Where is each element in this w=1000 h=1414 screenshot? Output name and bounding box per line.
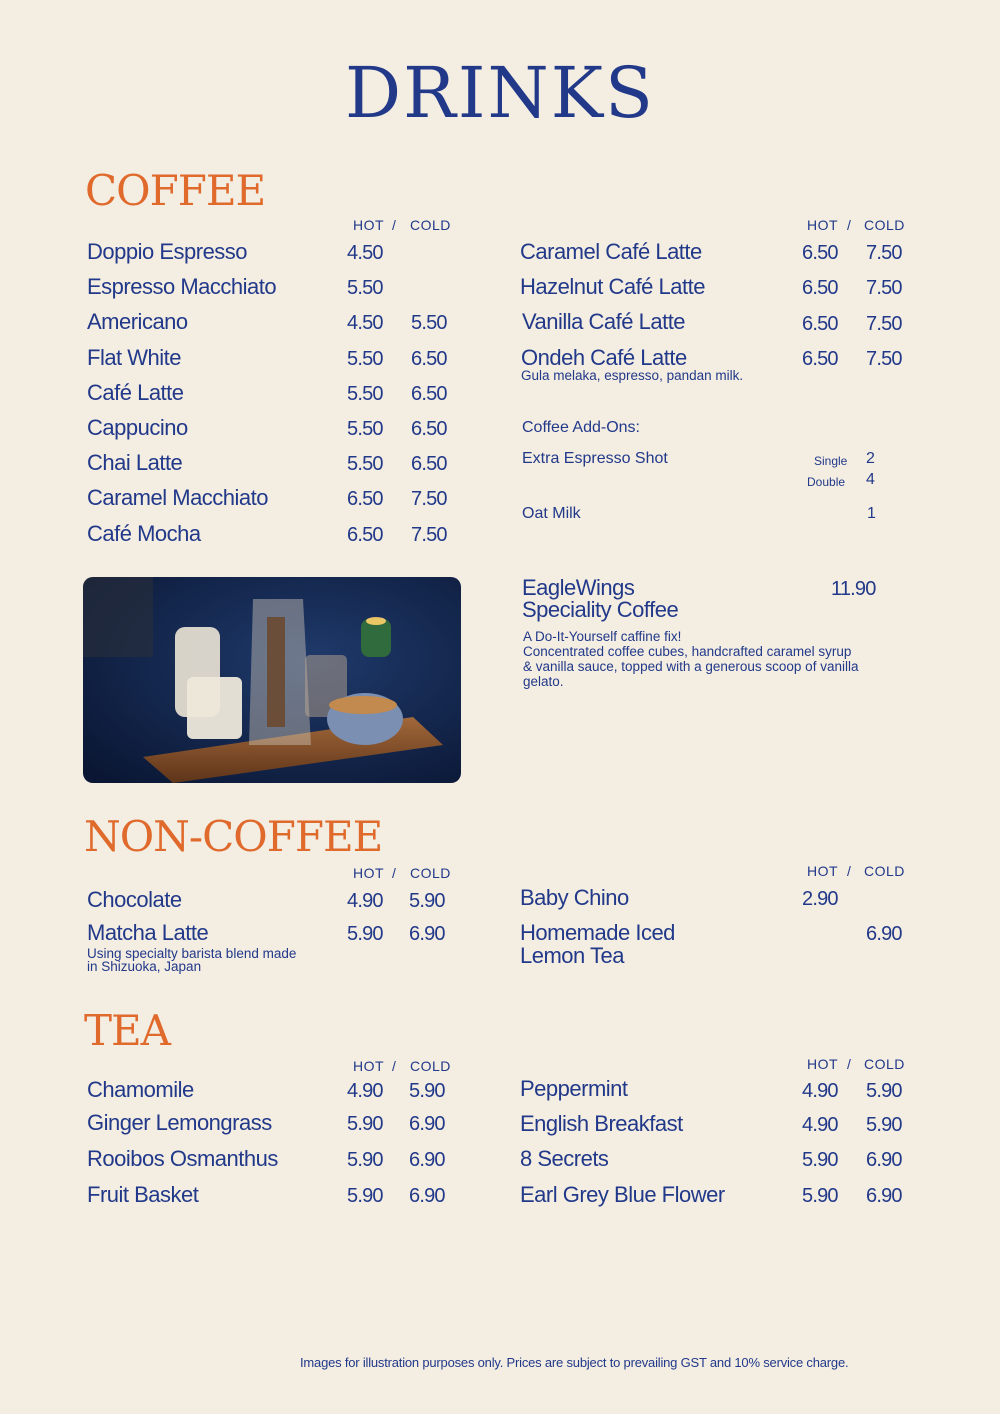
special-name-line1: EagleWings: [522, 575, 635, 600]
menu-item-name: Flat White: [87, 345, 182, 370]
menu-item-cold-price: 6.50: [411, 383, 447, 405]
menu-item-cold-price: 6.90: [409, 1185, 445, 1207]
menu-item-hot-price: 5.90: [347, 923, 383, 945]
col-header-sep: /: [392, 217, 397, 233]
menu-item-name: Homemade Iced: [520, 920, 675, 945]
addon-oat-label: Oat Milk: [522, 505, 581, 522]
addon-oat-price: 1: [867, 505, 876, 522]
menu-item-hot-price: 5.50: [347, 418, 383, 440]
addon-double-price: 4: [866, 471, 875, 488]
menu-item-name: Caramel Café Latte: [520, 239, 702, 264]
menu-item-hot-price: 5.50: [347, 348, 383, 370]
col-header-cold: COLD: [864, 217, 905, 233]
menu-item-hot-price: 5.90: [347, 1185, 383, 1207]
addons-heading: Coffee Add-Ons:: [522, 419, 640, 436]
col-header-hot: HOT: [807, 217, 839, 233]
menu-item-name: Rooibos Osmanthus: [87, 1146, 278, 1171]
menu-item-note: in Shizuoka, Japan: [87, 959, 202, 974]
col-header-cold: COLD: [410, 217, 451, 233]
menu-item-cold-price: 5.90: [409, 890, 445, 912]
menu-item-hot-price: 4.90: [347, 890, 383, 912]
menu-item-cold-price: 5.50: [411, 312, 447, 334]
menu-item-name-line2: Lemon Tea: [520, 943, 624, 968]
menu-item-cold-price: 7.50: [866, 242, 902, 264]
menu-item-note: Using specialty barista blend made: [87, 946, 297, 961]
menu-item-cold-price: 6.50: [411, 453, 447, 475]
menu-item-hot-price: 4.90: [802, 1114, 838, 1136]
menu-item-cold-price: 6.90: [866, 1185, 902, 1207]
menu-item-hot-price: 5.90: [347, 1149, 383, 1171]
menu-item-name: Café Latte: [87, 380, 184, 405]
menu-item-name: Ondeh Café Latte: [521, 345, 687, 370]
menu-item-name: Americano: [87, 309, 188, 334]
menu-item-cold-price: 6.50: [411, 418, 447, 440]
menu-item-name: Vanilla Café Latte: [522, 309, 686, 334]
menu-item-hot-price: 6.50: [802, 277, 838, 299]
menu-item-cold-price: 7.50: [866, 313, 902, 335]
menu-item-name: Chocolate: [87, 887, 182, 912]
menu-item-cold-price: 7.50: [866, 277, 902, 299]
menu-title: DRINKS: [345, 52, 655, 134]
col-header-cold: COLD: [864, 863, 905, 879]
menu-item-name: Caramel Macchiato: [87, 485, 269, 510]
special-desc: gelato.: [523, 674, 564, 689]
col-header-cold: COLD: [410, 865, 451, 881]
addon-espresso-label: Extra Espresso Shot: [522, 450, 668, 467]
col-header-sep: /: [392, 865, 397, 881]
special-desc: Concentrated coffee cubes, handcrafted caramel syrup: [523, 644, 852, 659]
menu-item-hot-price: 5.90: [347, 1113, 383, 1135]
menu-item-hot-price: 6.50: [347, 524, 383, 546]
menu-item-hot-price: 6.50: [802, 348, 838, 370]
col-header-hot: HOT: [353, 217, 385, 233]
menu-item-hot-price: 4.50: [347, 242, 383, 264]
menu-item-name: Peppermint: [520, 1076, 628, 1101]
menu-item-name: Fruit Basket: [87, 1182, 199, 1207]
special-price: 11.90: [831, 578, 876, 600]
col-header-sep: /: [847, 217, 852, 233]
col-header-cold: COLD: [864, 1056, 905, 1072]
menu-item-hot-price: 6.50: [802, 313, 838, 335]
menu-item-cold-price: 6.90: [409, 1113, 445, 1135]
menu-item-name: Café Mocha: [87, 521, 201, 546]
menu-item-name: Chamomile: [87, 1077, 194, 1102]
menu-item-hot-price: 5.50: [347, 277, 383, 299]
menu-item-name: Doppio Espresso: [87, 239, 248, 264]
col-header-sep: /: [847, 863, 852, 879]
menu-item-hot-price: 5.50: [347, 383, 383, 405]
menu-item-hot-price: 4.90: [347, 1080, 383, 1102]
menu-item-hot-price: 6.50: [802, 242, 838, 264]
menu-item-name: Matcha Latte: [87, 920, 209, 945]
special-desc: A Do-It-Yourself caffine fix!: [523, 629, 682, 644]
menu-item-name: Earl Grey Blue Flower: [520, 1182, 725, 1207]
addon-single-label: Single: [814, 454, 848, 468]
menu-item-name: Baby Chino: [520, 885, 629, 910]
col-header-hot: HOT: [807, 1056, 839, 1072]
tea-heading: TEA: [84, 1006, 171, 1055]
menu-item-cold-price: 7.50: [411, 488, 447, 510]
menu-item-hot-price: 4.90: [802, 1080, 838, 1102]
col-header-sep: /: [847, 1056, 852, 1072]
menu-item-name: Ginger Lemongrass: [87, 1110, 272, 1135]
col-header-sep: /: [392, 1058, 397, 1074]
col-header-hot: HOT: [807, 863, 839, 879]
menu-item-hot-price: 5.90: [802, 1185, 838, 1207]
menu-item-note: Gula melaka, espresso, pandan milk.: [521, 368, 744, 383]
menu-item-cold-price: 6.90: [866, 1149, 902, 1171]
menu-item-name: Cappucino: [87, 415, 188, 440]
coffee-heading: COFFEE: [85, 166, 266, 215]
menu-item-name: Hazelnut Café Latte: [520, 274, 705, 299]
menu-item-name: Espresso Macchiato: [87, 274, 277, 299]
non-coffee-heading: NON-COFFEE: [84, 812, 383, 861]
coffee-photo-illustration: [83, 577, 461, 783]
menu-item-cold-price: 6.90: [409, 1149, 445, 1171]
menu-item-cold-price: 5.90: [866, 1114, 902, 1136]
menu-item-cold-price: 5.90: [866, 1080, 902, 1102]
col-header-hot: HOT: [353, 1058, 385, 1074]
menu-item-hot-price: 5.90: [802, 1149, 838, 1171]
menu-item-cold-price: 6.90: [409, 923, 445, 945]
menu-item-hot-price: 6.50: [347, 488, 383, 510]
coffee-photo: [83, 577, 461, 783]
addon-single-price: 2: [866, 450, 875, 467]
menu-item-cold-price: 7.50: [866, 348, 902, 370]
menu-item-hot-price: 4.50: [347, 312, 383, 334]
special-name-line2: Speciality Coffee: [522, 597, 679, 622]
menu-item-name: 8 Secrets: [520, 1146, 609, 1171]
menu-item-cold-price: 6.90: [866, 923, 902, 945]
col-header-cold: COLD: [410, 1058, 451, 1074]
menu-item-hot-price: 2.90: [802, 888, 838, 910]
menu-item-name: Chai Latte: [87, 450, 183, 475]
special-desc: & vanilla sauce, topped with a generous scoop of vanilla: [523, 659, 859, 674]
col-header-hot: HOT: [353, 865, 385, 881]
footer-disclaimer: Images for illustration purposes only. Prices are subject to prevailing GST and 10% service charge.: [300, 1355, 849, 1370]
menu-item-hot-price: 5.50: [347, 453, 383, 475]
menu-item-cold-price: 7.50: [411, 524, 447, 546]
menu-item-cold-price: 6.50: [411, 348, 447, 370]
menu-item-name: English Breakfast: [520, 1111, 683, 1136]
menu-item-cold-price: 5.90: [409, 1080, 445, 1102]
addon-double-label: Double: [807, 475, 846, 489]
